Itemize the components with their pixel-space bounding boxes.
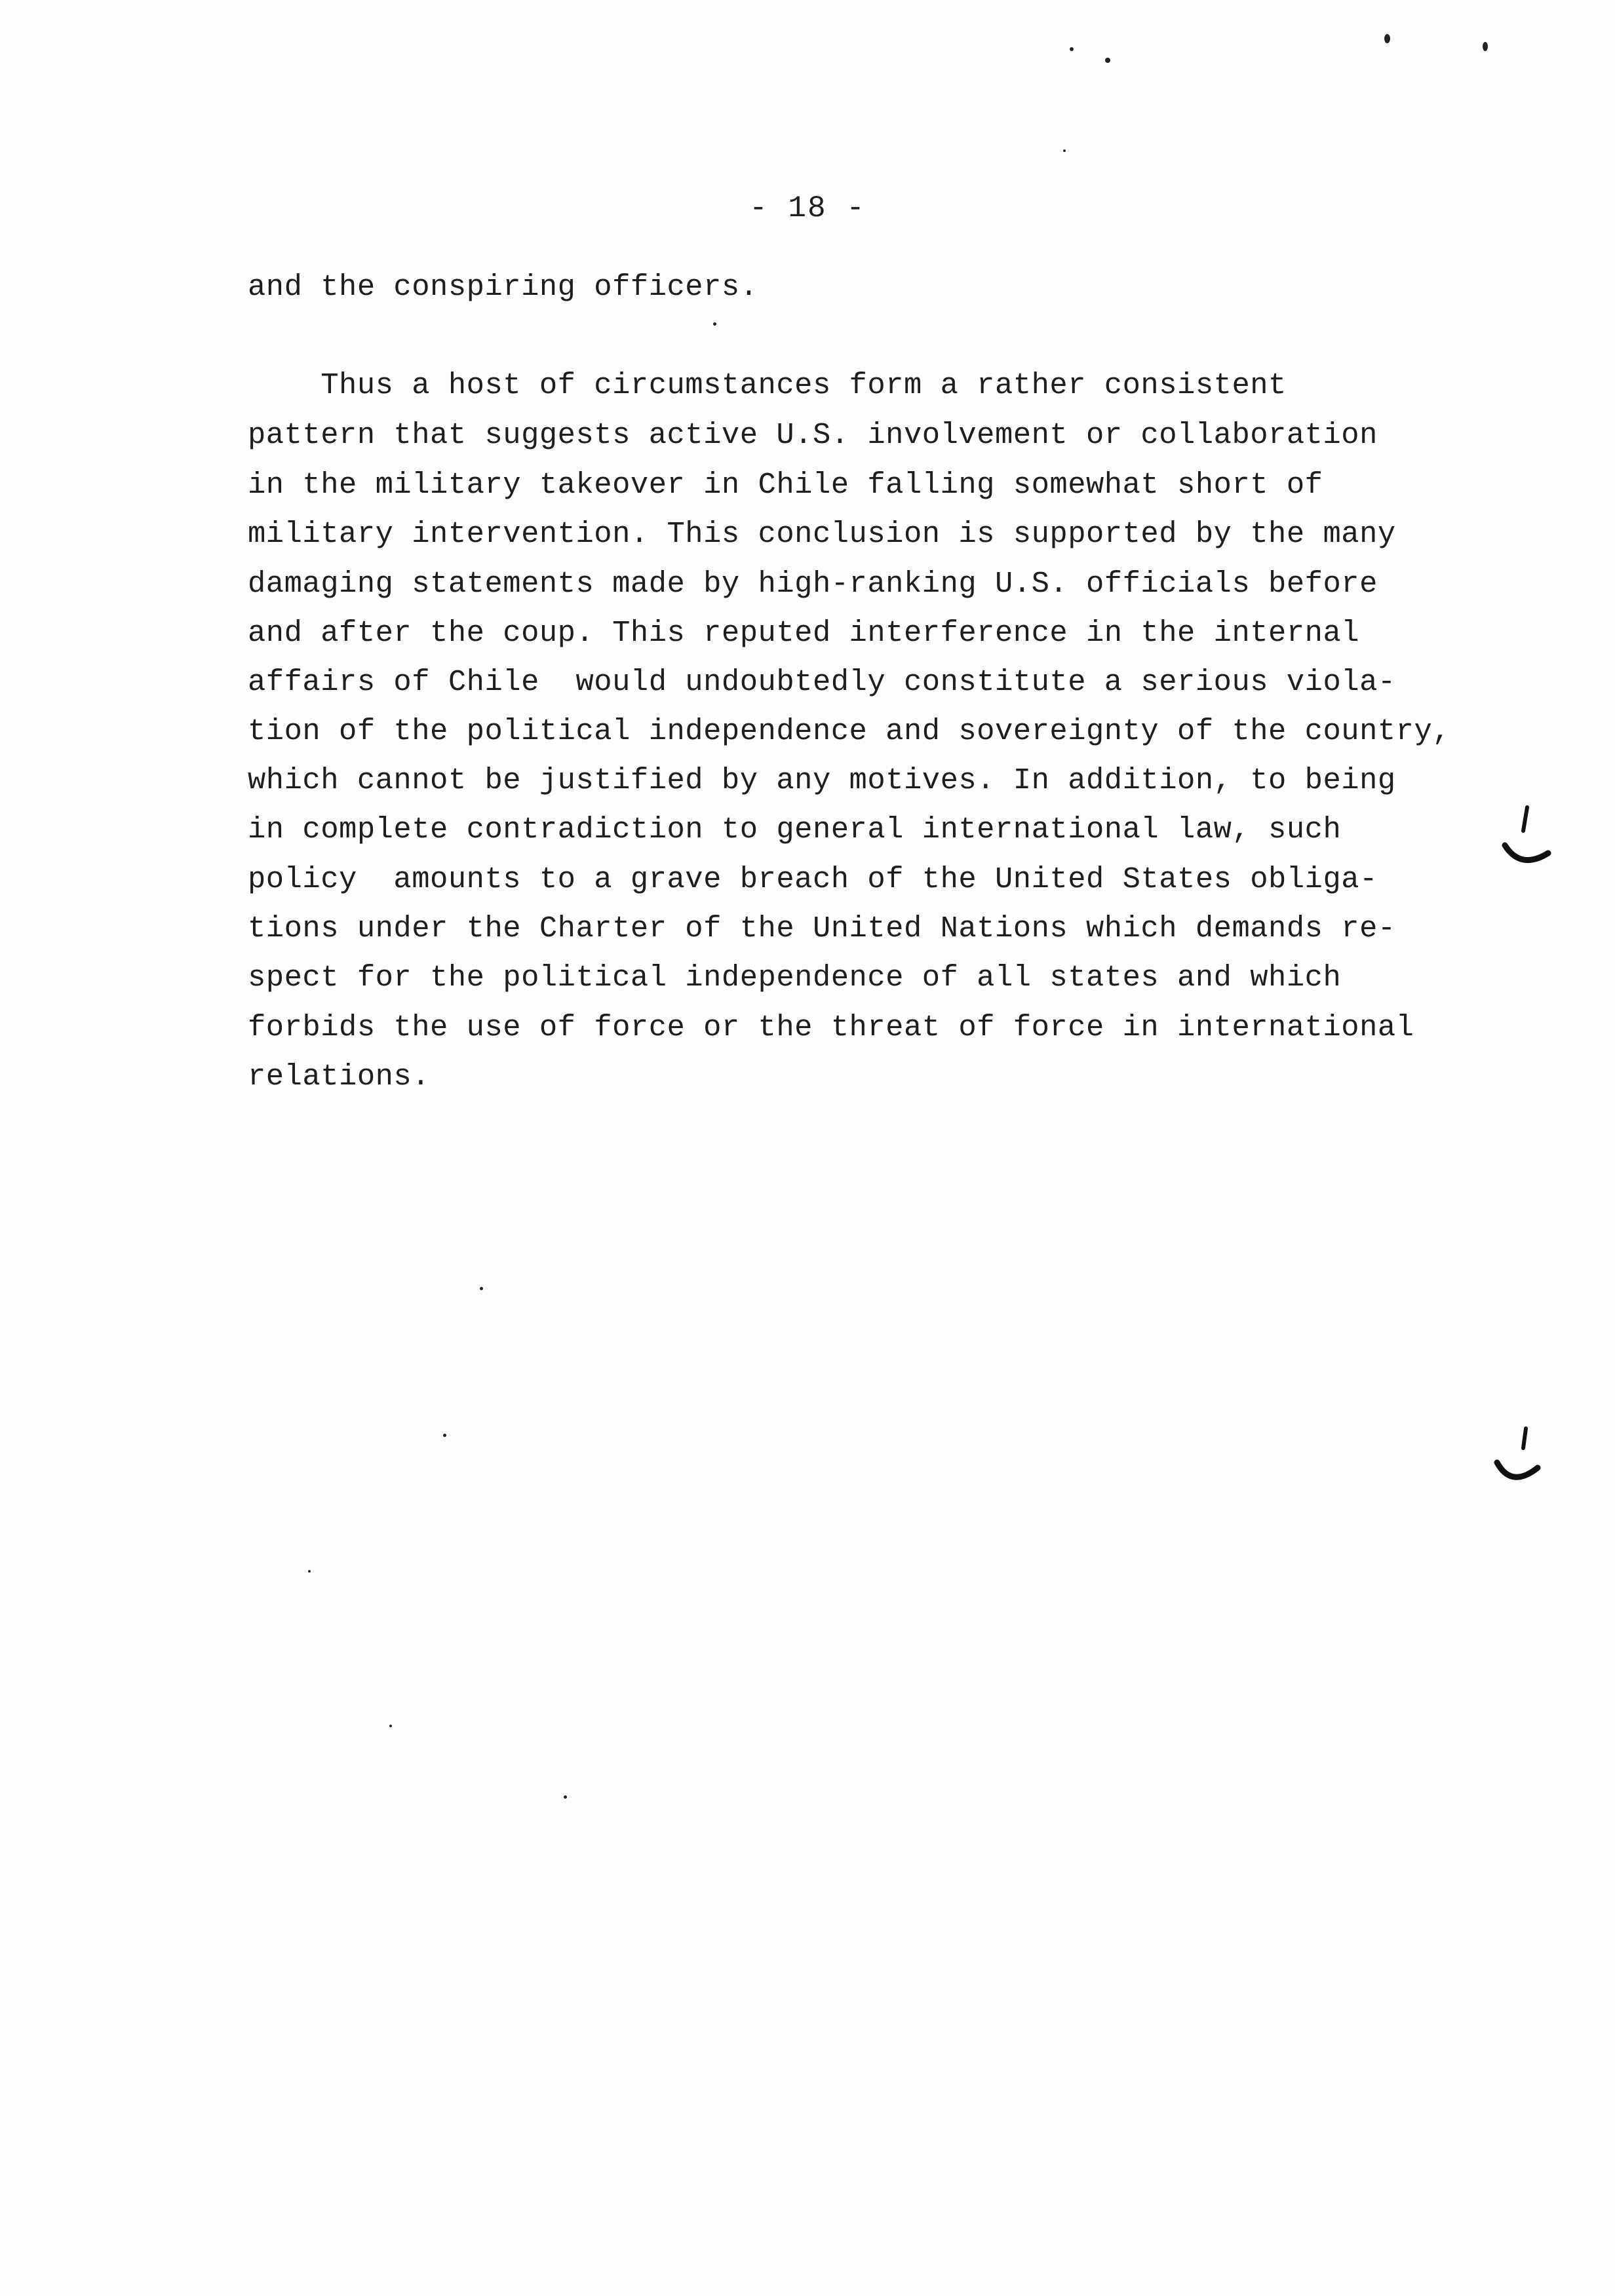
- margin-check-mark: [1501, 805, 1553, 877]
- paragraph-line: and after the coup. This reputed interference in the internal: [248, 616, 1360, 650]
- ink-speck: [389, 1725, 392, 1727]
- ink-speck: [308, 1570, 311, 1573]
- paragraph-line: affairs of Chile would undoubtedly constitute a serious viola-: [248, 665, 1396, 699]
- ink-speck: [1483, 42, 1488, 51]
- paragraph-line: forbids the use of force or the threat of force in international: [248, 1010, 1414, 1044]
- paragraph-line: policy amounts to a grave breach of the United States obliga-: [248, 862, 1378, 896]
- paragraph-line: Thus a host of circumstances form a rather consistent: [248, 368, 1287, 402]
- ink-speck: [443, 1434, 446, 1437]
- paragraph-line: pattern that suggests active U.S. involvement or collaboration: [248, 418, 1378, 452]
- paragraph-line: which cannot be justified by any motives. In addition, to being: [248, 763, 1396, 797]
- ink-speck: [564, 1795, 567, 1799]
- paragraph-line: damaging statements made by high-ranking U.S. officials before: [248, 567, 1378, 601]
- ink-speck: [480, 1287, 483, 1290]
- ink-speck: [1384, 34, 1390, 43]
- ink-speck: [1063, 149, 1066, 152]
- paragraph-line: in the military takeover in Chile falling somewhat short of: [248, 468, 1323, 502]
- paragraph-line: in complete contradiction to general international law, such: [248, 813, 1342, 847]
- paragraph-line: tion of the political independence and sovereignty of the country,: [248, 714, 1451, 748]
- page-number: - 18 -: [749, 191, 866, 225]
- ink-speck: [1070, 47, 1074, 51]
- paragraph-line: military intervention. This conclusion is supported by the many: [248, 517, 1396, 551]
- paragraph-line: spect for the political independence of all states and which: [248, 961, 1342, 995]
- paragraph-line: tions under the Charter of the United Nations which demands re-: [248, 911, 1396, 946]
- margin-check-mark: [1492, 1426, 1544, 1498]
- ink-speck: [713, 322, 716, 326]
- paragraph-line: relations.: [248, 1060, 431, 1094]
- opening-line: and the conspiring officers.: [248, 270, 758, 304]
- ink-speck: [1105, 58, 1110, 63]
